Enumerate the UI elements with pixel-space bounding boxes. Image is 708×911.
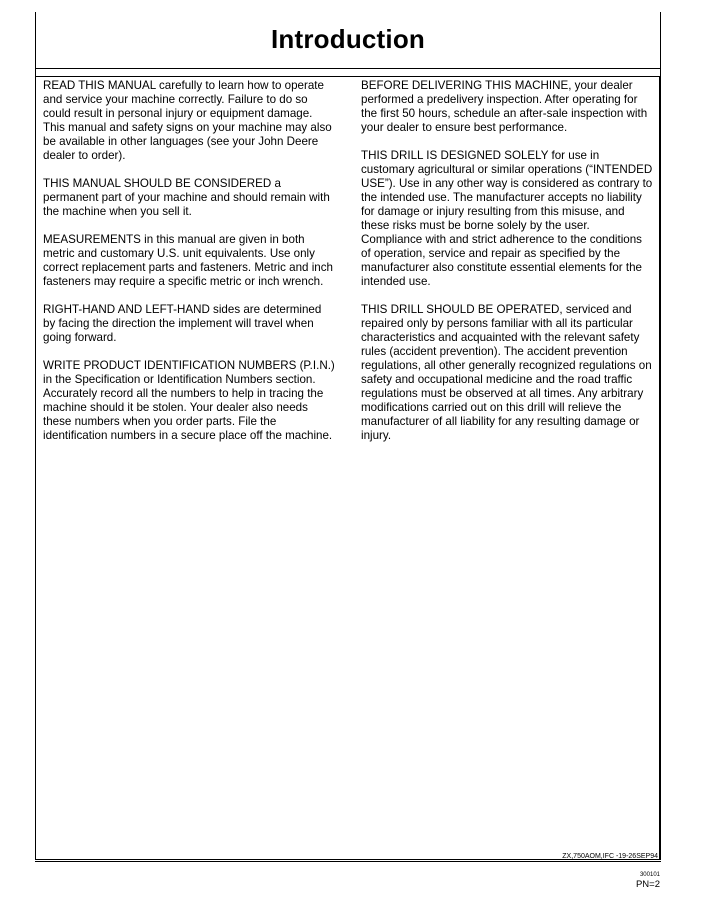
frame-right-border [660,12,661,860]
page-title: Introduction [270,24,426,54]
paragraph-operation-safety: THIS DRILL SHOULD BE OPERATED, serviced and repaired only by persons familiar with all its particular characteristics and acquainted with the relevant safety rules (accident prevention). The accident prevention regulations, all other generally recognized regulations on safety and occupational medicine and the road traffic regulations must be observed at all times. Any arbitrary modifications carried out on this drill will relieve the manufacturer of all liability for any resulting damage or injury. [361,303,652,442]
left-column [43,79,335,457]
paragraph-sides: RIGHT-HAND AND LEFT-HAND sides are determined by facing the direction the implement will travel when going forward. [43,303,322,344]
paragraph-manual-permanent: THIS MANUAL SHOULD BE CONSIDERED a permanent part of your machine and should remain with the machine when you sell it. [43,177,330,218]
paragraph-measurements: MEASUREMENTS in this manual are given in both metric and customary U.S. unit equivalents. Use only correct replacement parts and fasteners. Metric and inch fasteners may require a specific metric or inch wrench. [43,233,333,288]
paragraph-intended-use: THIS DRILL IS DESIGNED SOLELY for use in customary agricultural or similar operations (“INTENDED USE”). Use in any other way is considered as contrary to the intended use. The manufacturer accepts no liability for damage or injury resulting from this misuse, and these risks must be borne solely by the user. Compliance with and strict adherence to the conditions of operation, service and repair as specified by the manufacturer also constitute essential elements for the intended use. [361,149,653,288]
document-code: ZX,750AOM,IFC -19-26SEP94 [562,853,658,860]
page-number: PN=2 [635,879,660,890]
paragraph-pin: WRITE PRODUCT IDENTIFICATION NUMBERS (P.I.N.) in the Specification or Identification Numbers section. Accurately record all the numbers to help in tracing the machine should it be stolen. Your dealer also needs these numbers when you order parts. File the identification numbers in a secure place off the machine. [43,359,335,442]
page-code: 300101 [639,872,660,878]
bottom-divider [35,861,661,862]
title-divider [35,68,661,69]
paragraph-predelivery: BEFORE DELIVERING THIS MACHINE, your dealer performed a predelivery inspection. After operating for the first 50 hours, schedule an after-sale inspection with your dealer to ensure best performance. [361,79,648,134]
paragraph-read-manual: READ THIS MANUAL carefully to learn how to operate and service your machine correctly. Failure to do so could result in personal injury or equipment damage. This manual and safety signs on your machine may also be available in other languages (see your John Deere dealer to order). [43,79,332,162]
right-column [361,79,653,457]
